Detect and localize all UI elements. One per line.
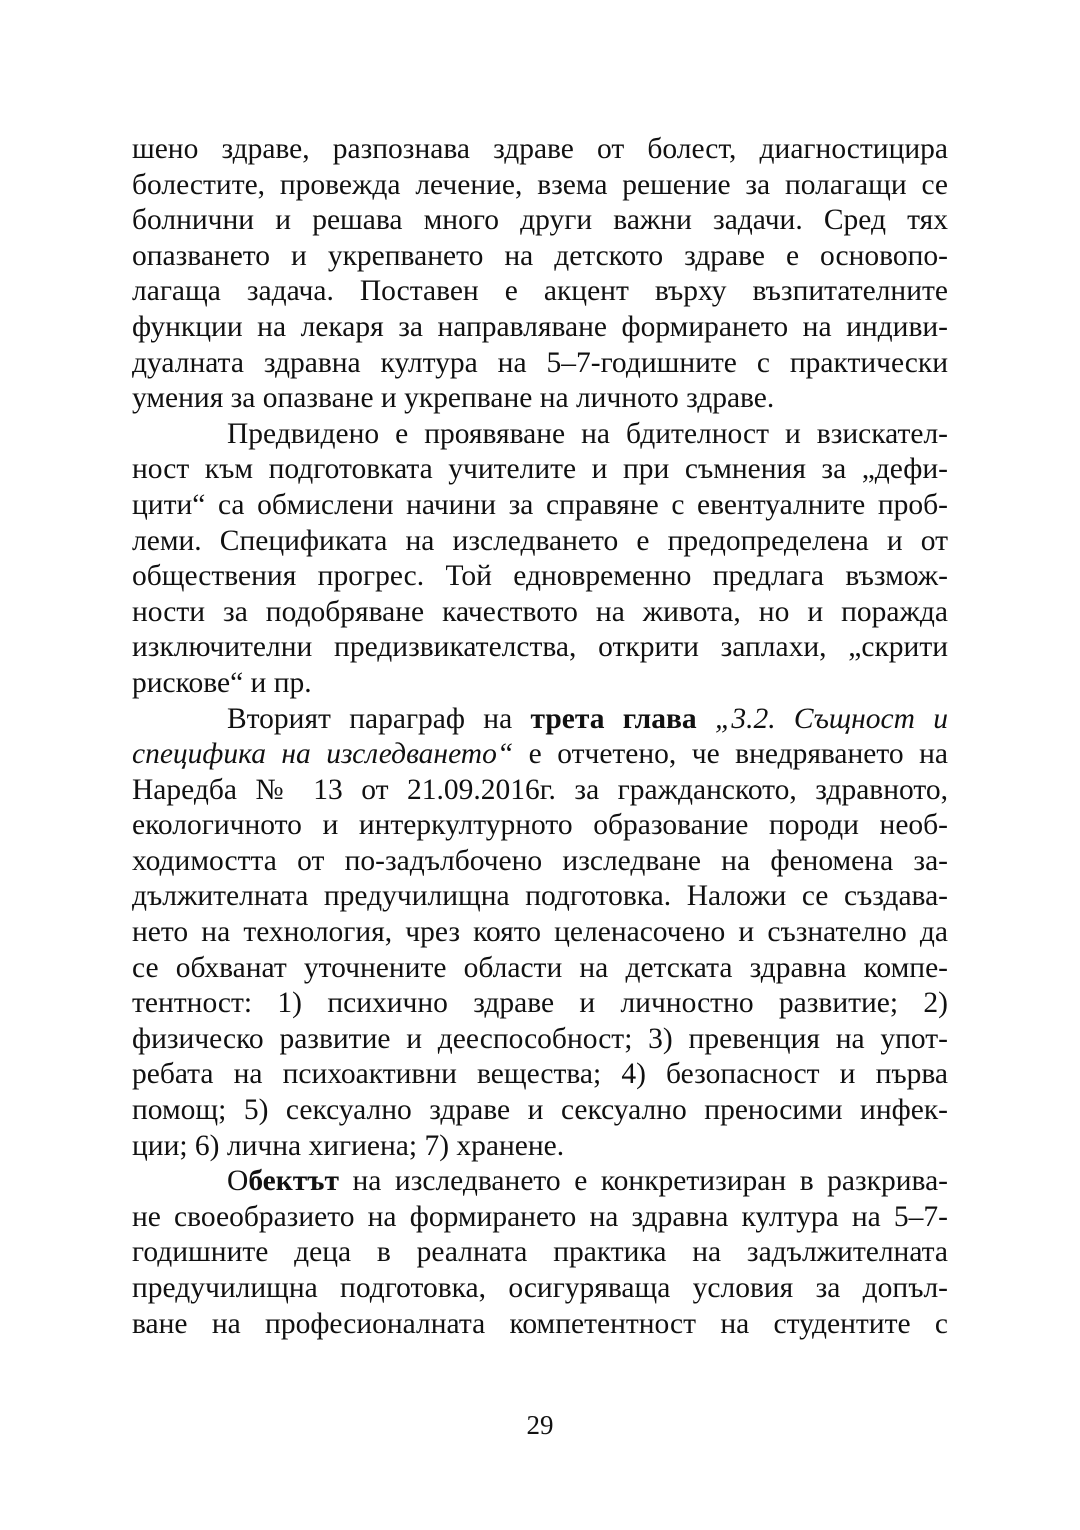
text-line: функции на лекаря за направляване формирането на индиви- — [132, 310, 948, 343]
text-line: годишните деца в реалната практика на задължителната — [132, 1236, 948, 1269]
text-run: на изследването е конкретизиран в разкрива- — [338, 1165, 948, 1198]
text-line — [132, 737, 948, 773]
paragraph-3 — [132, 702, 948, 1165]
page-body — [132, 132, 948, 1342]
text-line: болестите, провежда лечение, взема решение за полагащи се — [132, 168, 948, 201]
section-title: специфика на изследването“ — [132, 738, 514, 771]
text-line: ност към подготовката учителите и при съмнения за „дефи- — [132, 453, 948, 486]
text-line: рискове“ и пр. — [132, 666, 312, 699]
text-line: нето на технология, чрез която целенасочено и съзнателно да — [132, 916, 948, 949]
text-line: цити“ са обмислени начини за справяне с евентуалните проб- — [132, 488, 948, 521]
text-line: изключителни предизвикателства, открити заплахи, „скрити — [132, 631, 948, 664]
text-line: ности за подобряване качеството на живота, но и поражда — [132, 595, 948, 628]
text-line: не своеобразието на формирането на здравна култура на 5–7- — [132, 1200, 948, 1233]
paragraph-1 — [132, 132, 948, 417]
text-line: леми. Спецификата на изследването е предопределена и от — [132, 524, 948, 557]
chapter-reference: трета глава — [530, 702, 697, 735]
text-line: обществения прогрес. Той едновременно предлага възмож- — [132, 560, 948, 593]
text-run: Вторият параграф на — [227, 702, 531, 735]
text-line: предучилищна подготовка, осигуряваща условия за допъл- — [132, 1272, 948, 1304]
text-line: дуалната здравна култура на 5–7-годишните с практически — [132, 346, 948, 379]
text-line: лагаща задача. Поставен е акцент върху възпитателните — [132, 275, 948, 308]
text-line: помощ; 5) сексуално здраве и сексуално преносими инфек- — [132, 1094, 948, 1127]
text-line: тентност: 1) психично здраве и личностно развитие; 2) — [132, 987, 948, 1020]
text-run: е отчетено, че внедряването на — [513, 738, 948, 771]
text-line: ции; 6) лична хигиена; 7) хранене. — [132, 1129, 565, 1162]
page-number: 29 — [526, 1410, 554, 1440]
text-line: Наредба № 13 от 21.09.2016г. за гражданското, здравното, — [132, 773, 948, 806]
text-line: екологичното и интеркултурното образование породи необ- — [132, 809, 948, 842]
section-title: „3.2. Същност и — [696, 702, 948, 735]
object-term: бектът — [248, 1165, 339, 1198]
text-line: физическо развитие и дееспособност; 3) превенция на упот- — [132, 1022, 948, 1055]
text-line: дължителната предучилищна подготовка. Наложи се създава- — [132, 880, 948, 913]
paragraph-4 — [132, 1164, 948, 1342]
paragraph-2 — [132, 417, 948, 702]
text-line — [132, 702, 948, 738]
text-line: шено здраве, разпознава здраве от болест, диагностицира — [132, 133, 948, 165]
text-line: ребата на психоактивни вещества; 4) безопасност и първа — [132, 1058, 948, 1091]
text-line: ване на професионалната компетентност на студентите с — [132, 1307, 948, 1340]
text-line: опазването и укрепването на детското здраве е основопо- — [132, 239, 948, 272]
text-line: ходимостта от по-задълбочено изследване на феномена за- — [132, 844, 948, 877]
text-line: Предвидено е проявяване на бдителност и взискател- — [227, 417, 948, 450]
text-line: умения за опазване и укрепване на личното здраве. — [132, 382, 775, 415]
text-run: О — [227, 1165, 249, 1198]
text-line: се обхванат уточнените области на детската здравна компе- — [132, 951, 948, 984]
text-line — [132, 1164, 948, 1200]
text-line: болнични и решава много други важни задачи. Сред тях — [132, 204, 948, 237]
